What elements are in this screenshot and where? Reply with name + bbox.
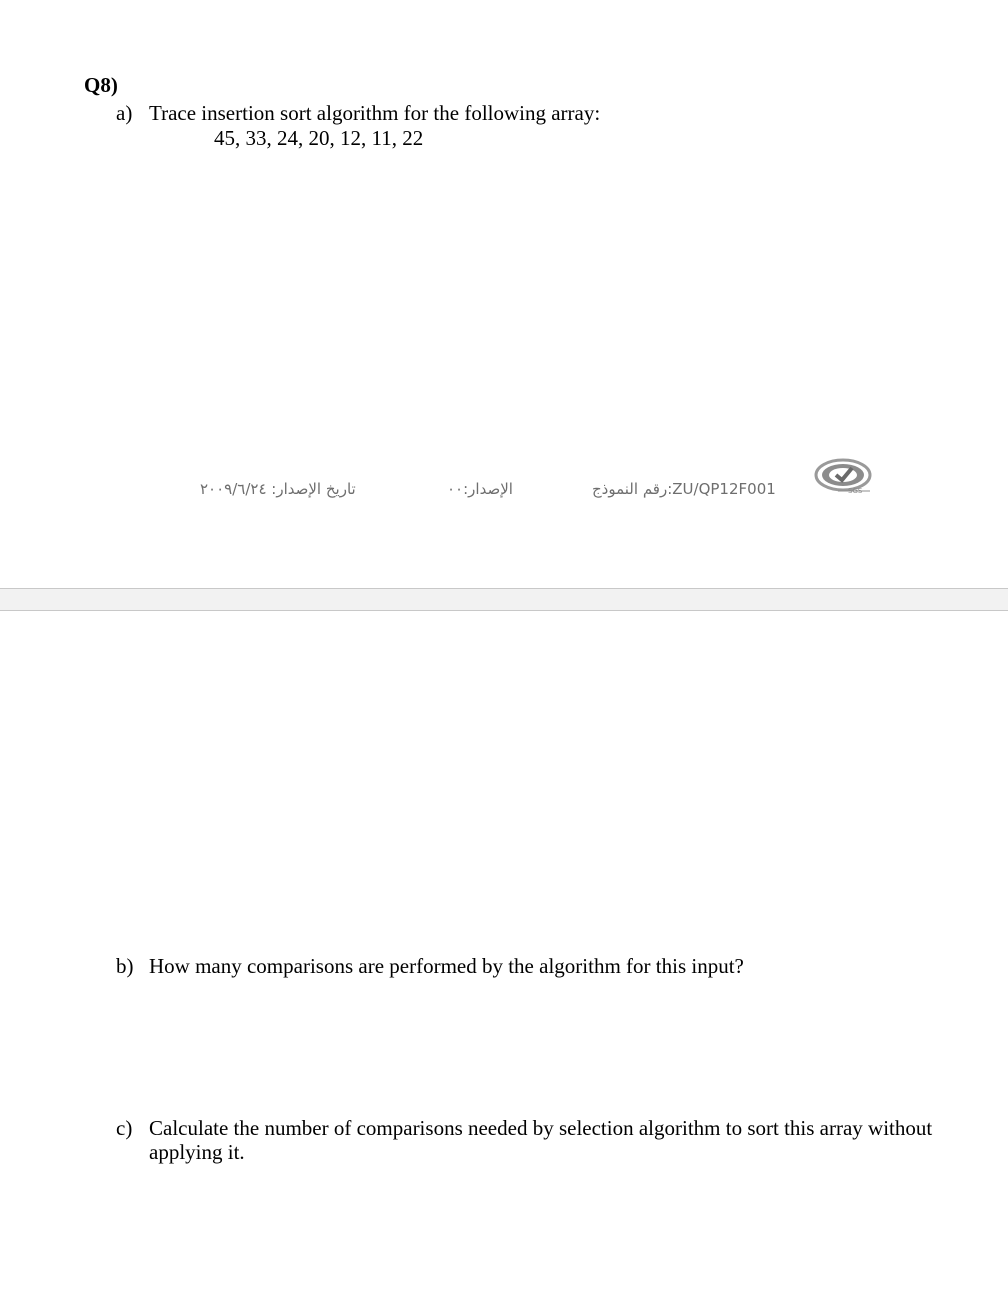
question-title: Q8) <box>84 73 118 97</box>
footer-issue-date: تاريخ الإصدار: ٢٠٠٩/٦/٢٤ <box>200 480 356 498</box>
page-separator <box>0 588 1008 611</box>
sgs-certification-logo <box>814 458 872 496</box>
part-c-text-line1: Calculate the number of comparisons needed by selection algorithm to sort this array without <box>149 1116 933 1140</box>
part-c-label: c) <box>116 1116 133 1140</box>
array-values: 45, 33, 24, 20, 12, 11, 22 <box>214 126 424 150</box>
footer-form-number: رقم النموذج:ZU/QP12F001 <box>592 480 776 498</box>
part-b-label: b) <box>116 954 134 978</box>
logo-text: SGS <box>848 487 863 495</box>
part-c-text-line2: applying it. <box>149 1140 245 1164</box>
part-a-text: Trace insertion sort algorithm for the following array: <box>149 101 601 125</box>
part-b-text: How many comparisons are performed by the algorithm for this input? <box>149 954 744 978</box>
footer-version: الإصدار:٠٠ <box>447 480 513 498</box>
part-a-label: a) <box>116 101 133 125</box>
page-1 <box>0 0 1008 588</box>
